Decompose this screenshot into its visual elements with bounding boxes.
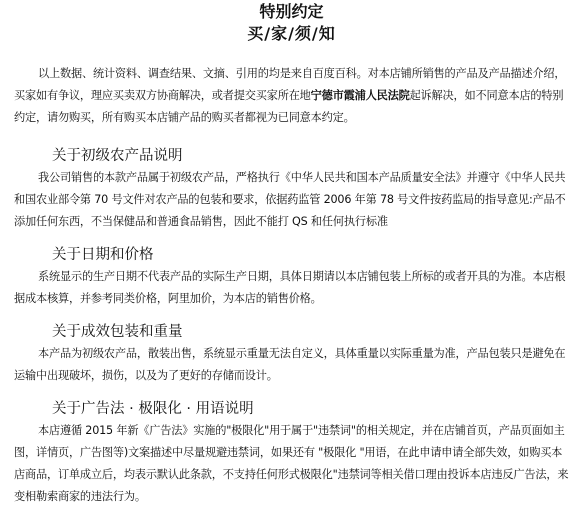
section-body-date-price: 系统显示的生产日期不代表产品的实际生产日期，具体日期请以本店铺包装上所标的或者开具的为准。本店根据成本核算，并参考同类价格，阿里加价，为本店的销售价格。 xyxy=(14,270,566,305)
section-body-advertising-law: 本店遵循 2015 年新《广告法》实施的"极限化"用于属于"违禁词"的相关规定，并在店铺首页，产品页面如主图，详情页，广告图等)文案描述中尽量规避违禁词，如果还有 "极限化 "用语，在此申请申请全部失效，如购买本店商品，订单成立后，均表示默认此条款，不支持任何形式极限化"违禁词等相关借口理由投诉本店违反广告法，来变相勒索商家的违法行为。 xyxy=(14,424,569,503)
section-heading-advertising-law: 关于广告法 · 极限化 · 用语说明 xyxy=(52,401,254,417)
page-subtitle: 买/家/须/知 xyxy=(247,24,336,43)
page-title: 特别约定 xyxy=(259,2,324,21)
section-heading-packaging-weight: 关于成效包装和重量 xyxy=(52,324,183,340)
section-body-agricultural: 我公司销售的本款产品属于初级农产品，严格执行《中华人民共和国本产品质量安全法》并遵守《中华人民共和国农业部令第 70 号文件对农产品的包装和要求，依据药监管 2006 年第 78 号文件按药监局的指导意见:产品不添加任何东西，不当保健品和普通食品销售，因此不能打 QS 和任何执行标准 xyxy=(14,171,566,228)
intro-text-2: 起诉解决，如不同意本店的特别约定，请勿购买，所有购买本店铺产品的购买者都视为已同意本约定。 xyxy=(14,89,564,124)
intro-paragraph xyxy=(14,63,569,129)
document-page xyxy=(0,1,579,526)
intro-text-1: 以上数据、统计资料、调查结果、文摘、引用的均是来自百度百科。对本店铺所销售的产品及产品描述介绍，买家如有争议，理应买卖双方协商解决，或者提交买家所在地 xyxy=(14,67,566,102)
section-body-packaging-weight: 本产品为初级农产品，散装出售，系统显示重量无法自定义，具体重量以实际重量为准，产品包装只是避免在运输中出现破坏，损伤，以及为了更好的存储而设计。 xyxy=(14,347,566,382)
section-heading-agricultural: 关于初级农产品说明 xyxy=(52,148,183,164)
court-name: 宁德市霞浦人民法院 xyxy=(310,89,410,102)
section-heading-date-price: 关于日期和价格 xyxy=(52,247,154,263)
